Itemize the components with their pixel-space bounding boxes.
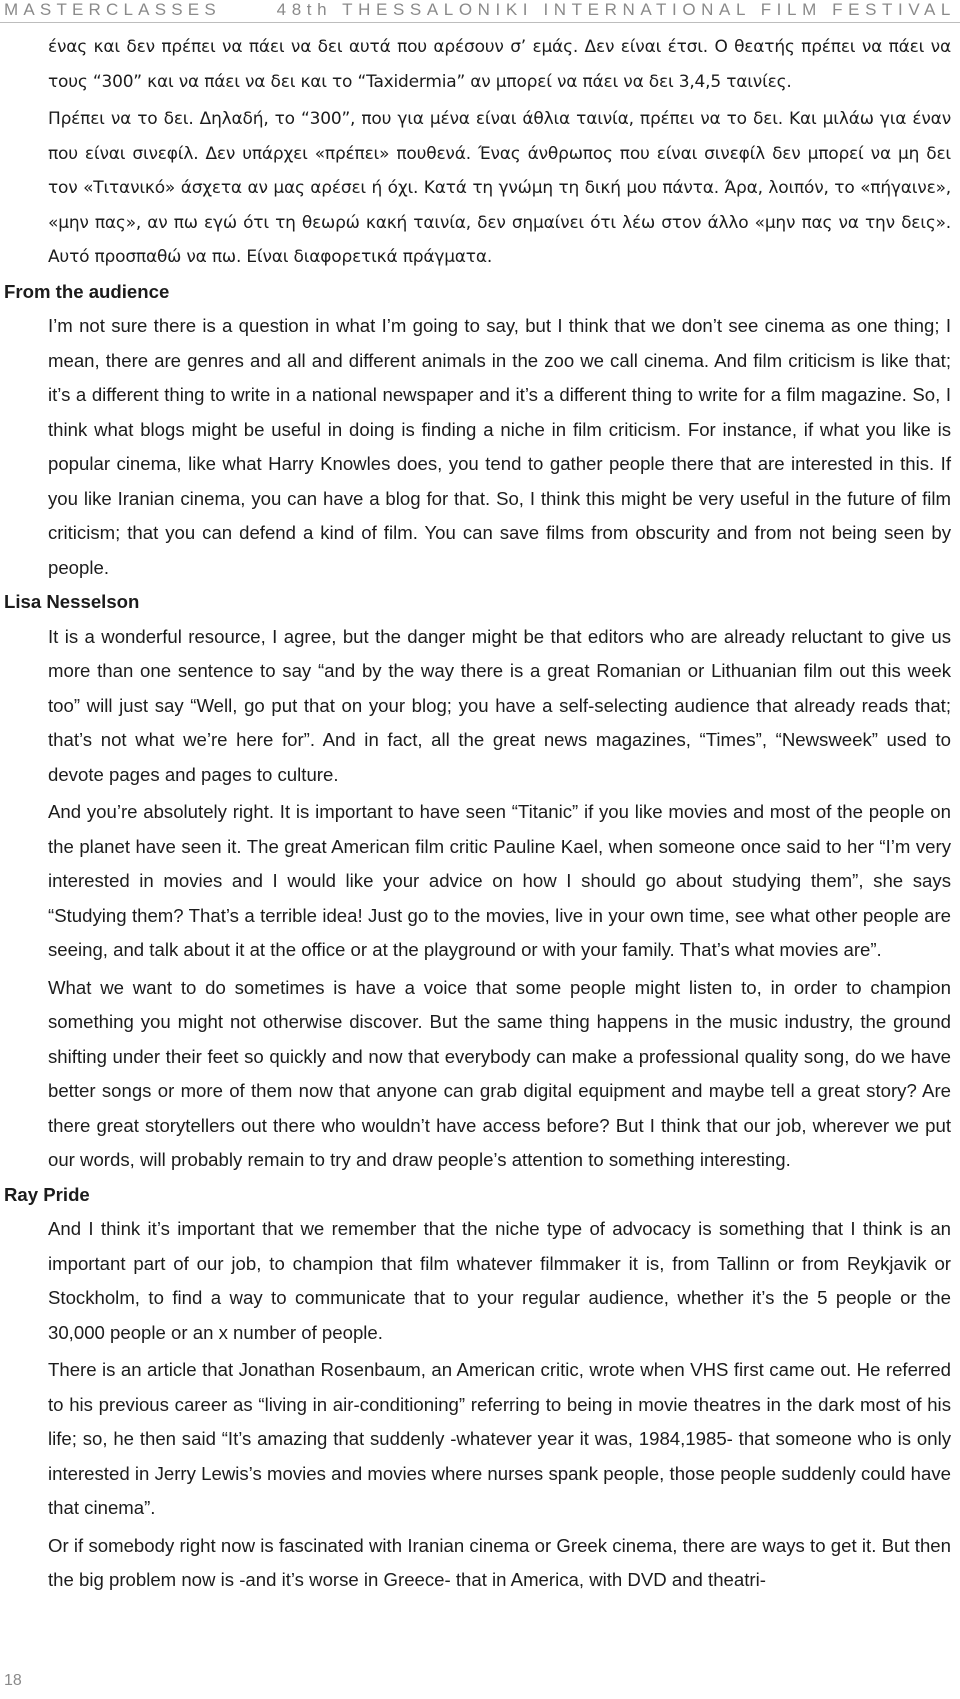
body-paragraph-greek: Πρέπει να το δει. Δηλαδή, το “300”, που για μένα είναι άθλια ταινία, πρέπει να το δει. Και μιλάω για έναν που είναι σινεφίλ. Δεν υπάρχει «πρέπει» πουθενά. Ένας άνθρωπος που είναι σινεφίλ δεν μπορεί να μη δει τον «Τιτανικό» άσχετα αν μας αρέσει ή όχι. Κατά τη γνώμη τη δική μου πάντα. Άρα, λοιπόν, το «πήγαινε», «μην πας», αν πω εγώ ότι τη θεωρώ κακή ταινία, δεν σημαίνει ότι λέω στον άλλο «μην πας να την δεις». Αυτό προσπαθώ να πω. Είναι διαφορετικά πράγματα.	[48, 109, 951, 267]
header-section-title: MASTERCLASSES	[4, 0, 221, 19]
page-number: 18	[4, 1672, 22, 1689]
body-paragraph: I’m not sure there is a question in what I’m going to say, but I think that we don’t see cinema as one thing; I mean, there are genres and all and different animals in the zoo we call cinema. And film criticism is like that; it’s a different thing to write in a national newspaper and it’s a different thing to write for a film magazine. So, I think what blogs might be useful in doing is finding a niche in film criticism. For instance, if what you like is popular cinema, like what Harry Knowles does, you tend to gather people there that are interested in this. If you like Iranian cinema, you can have a blog for that. So, I think this might be very useful in the future of film criticism; that you can defend a kind of film. You can save films from obscurity and from not being seen by people.	[48, 315, 951, 578]
header-festival-title: 48th THESSALONIKI INTERNATIONAL FILM FESTIVAL	[276, 0, 956, 19]
body-paragraph: It is a wonderful resource, I agree, but the danger might be that editors who are already reluctant to give us more than one sentence to say “and by the way there is a great Romanian or Lithuanian film out this week too” will just say “Well, go put that on your blog; you have a self-selecting audience that already reads that; that’s not what we’re here for”. And in fact, all the great news magazines, “Times”, “Newsweek” used to devote pages and pages to culture.	[48, 625, 951, 785]
speaker-name: Lisa Nesselson	[4, 591, 140, 612]
speaker-name: From the audience	[4, 280, 170, 302]
header-divider	[0, 22, 960, 23]
body-paragraph: Or if somebody right now is fascinated with Iranian cinema or Greek cinema, there are ways to get it. But then the big problem now is -and it’s worse in Greece- that in America, with DVD and theatri-	[48, 1534, 951, 1590]
body-paragraph-greek: ένας και δεν πρέπει να πάει να δει αυτά που αρέσουν σ’ εμάς. Δεν είναι έτσι. Ο θεατής πρέπει να πάει να τους “300” και να πάει να δει και το “Taxidermia” αν μπορεί να πάει να δει 3,4,5 ταινίες.	[48, 37, 951, 92]
body-paragraph: And I think it’s important that we remember that the niche type of advocacy is something that I think is an important part of our job, to champion that film whatever filmmaker it is, from Tallinn or from Reykjavik or Stockholm, to find a way to communicate that to your regular audience, whether it’s the 5 people or the 30,000 people or an x number of people.	[48, 1218, 951, 1343]
body-paragraph: There is an article that Jonathan Rosenbaum, an American critic, wrote when VHS first came out. He referred to his previous career as “living in air-conditioning” referring to being in movie theatres in the dark most of his life; so, he then said “It’s amazing that suddenly -whatever year it was, 1984,1985- that someone who is only interested in Jerry Lewis’s movies and movies where nurses spank people, those people suddenly could have that cinema”.	[48, 1359, 951, 1518]
body-paragraph: And you’re absolutely right. It is important to have seen “Titanic” if you like movies and most of the people on the planet have seen it. The great American film critic Pauline Kael, when someone once said to her “I’m very interested in movies and I would like your advice on how I should go about studying them”, she says “Studying them? That’s a terrible idea! Just go to the movies, live in your own time, see what other people are seeing, and talk about it at the office or at the playground or with your family. That’s what movies are”.	[48, 801, 951, 960]
speaker-name: Ray Pride	[4, 1183, 90, 1205]
body-paragraph: What we want to do sometimes is have a voice that some people might listen to, in order to champion something you might not otherwise discover. But the same thing happens in the music industry, the ground shifting under their feet so quickly and now that everybody can make a professional quality song, do we have better songs or more of them now that anyone can grab digital equipment and maybe tell a great story? Are there great storytellers out there who wouldn’t have access before? But I think that our job, wherever we put our words, will probably remain to try and draw people’s attention to something interesting.	[48, 976, 951, 1170]
page-body	[0, 30, 960, 1598]
running-header	[0, 0, 960, 22]
